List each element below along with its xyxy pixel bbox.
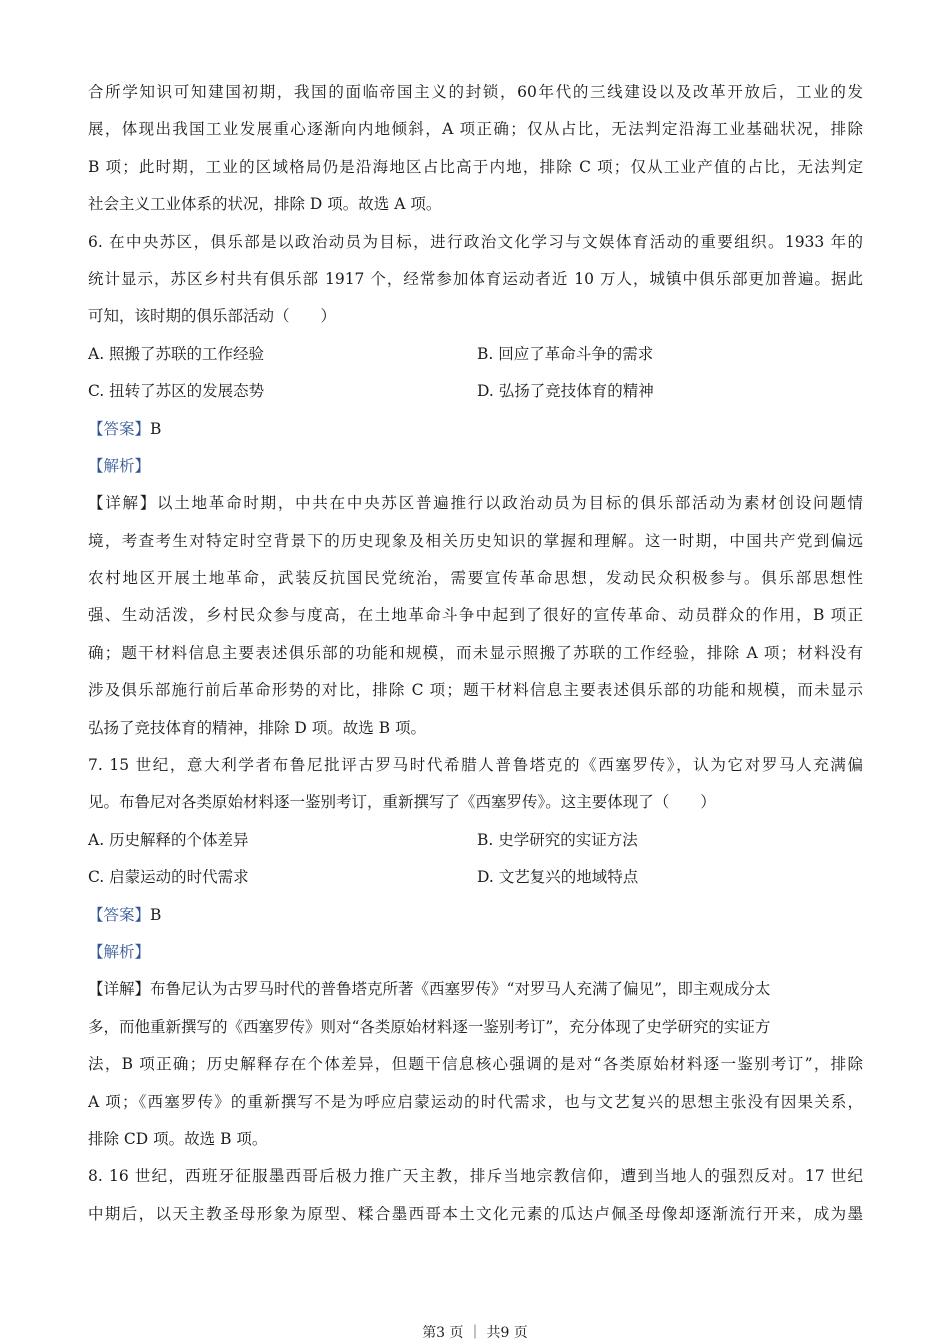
option-b: B. 回应了革命斗争的需求 bbox=[477, 344, 654, 363]
question-stem-line: 可知，该时期的俱乐部活动（ ） bbox=[88, 307, 337, 326]
options-row bbox=[88, 373, 863, 410]
options-row bbox=[88, 822, 863, 859]
question-6 bbox=[88, 224, 863, 747]
detail-line: 境，考查考生对特定时空背景下的历史现象及相关历史知识的掌握和理解。这一时期，中国共产党到偏远 bbox=[88, 531, 863, 550]
analysis-tag: 【解析】 bbox=[88, 456, 151, 475]
question-stem-line: 见。布鲁尼对各类原始材料逐一鉴别考订，重新撰写了《西塞罗传》。这主要体现了（ ） bbox=[88, 793, 716, 812]
question-7 bbox=[88, 747, 863, 1158]
option-c: C. 扭转了苏区的发展态势 bbox=[88, 382, 265, 401]
detail-line: 法，B 项正确；历史解释存在个体差异，但题干信息核心强调的是对“各类原始材料逐一鉴别考订”，排除 bbox=[88, 1055, 863, 1074]
detail-line: 多，而他重新撰写的《西塞罗传》则对“各类原始材料逐一鉴别考订”，充分体现了史学研究的实证方 bbox=[88, 1017, 771, 1036]
option-d: D. 弘扬了竞技体育的精神 bbox=[477, 382, 654, 401]
detail-text: 以土地革命时期，中共在中央苏区普遍推行以政治动员为目标的俱乐部活动为素材创设问题情 bbox=[157, 494, 863, 513]
option-b: B. 史学研究的实证方法 bbox=[477, 830, 638, 849]
question-stem-line: 6. 在中央苏区，俱乐部是以政治动员为目标，进行政治文化学习与文娱体育活动的重要组织。1933 年的 bbox=[88, 232, 863, 251]
analysis-line bbox=[88, 934, 863, 971]
option-c: C. 启蒙运动的时代需求 bbox=[88, 868, 249, 887]
detail-line: 农村地区开展土地革命，武装反抗国民党统治，需要宣传革命思想，发动民众积极参与。俱乐部思想性 bbox=[88, 569, 863, 588]
detail-line: A 项；《西塞罗传》的重新撰写不是为呼应启蒙运动的时代需求，也与文艺复兴的思想主张没有因果关系， bbox=[88, 1092, 863, 1111]
option-a: A. 照搬了苏联的工作经验 bbox=[88, 344, 265, 363]
question-stem-line: 7. 15 世纪，意大利学者布鲁尼批评古罗马时代希腊人普鲁塔克的《西塞罗传》，认为它对罗马人充满偏 bbox=[88, 756, 863, 775]
question-8 bbox=[88, 1158, 863, 1233]
analysis-line bbox=[88, 448, 863, 485]
detail-tag: 【详解】 bbox=[88, 494, 158, 513]
options-row bbox=[88, 859, 863, 896]
intro-paragraph bbox=[88, 74, 863, 224]
detail-line: 确；题干材料信息主要表述俱乐部的功能和规模，而未显示照搬了苏联的工作经验，排除 A 项；材料没有 bbox=[88, 643, 863, 662]
detail-line: 涉及俱乐部施行前后革命形势的对比，排除 C 项；题干材料信息主要表述俱乐部的功能和规模，而未显示 bbox=[88, 681, 863, 700]
detail-text: 布鲁尼认为古罗马时代的普鲁塔克所著《西塞罗传》“对罗马人充满了偏见”，即主观成分太 bbox=[150, 980, 771, 999]
detail-tag: 【详解】 bbox=[88, 980, 151, 999]
option-a: A. 历史解释的个体差异 bbox=[88, 830, 249, 849]
question-stem-line: 8. 16 世纪，西班牙征服墨西哥后极力推广天主教，排斥当地宗教信仰，遭到当地人的强烈反对。17 世纪 bbox=[88, 1167, 863, 1186]
question-stem-line: 统计显示，苏区乡村共有俱乐部 1917 个，经常参加体育运动者近 10 万人，城镇中俱乐部更加普遍。据此 bbox=[88, 269, 863, 288]
intro-line: 展，体现出我国工业发展重心逐渐向内地倾斜，A 项正确；仅从占比，无法判定沿海工业基础状况，排除 bbox=[88, 120, 863, 139]
intro-line: B 项；此时期，工业的区域格局仍是沿海地区占比高于内地，排除 C 项；仅从工业产值的占比，无法判定 bbox=[88, 157, 863, 176]
detail-line: 弘扬了竞技体育的精神，排除 D 项。故选 B 项。 bbox=[88, 718, 427, 737]
option-d: D. 文艺复兴的地域特点 bbox=[477, 868, 639, 887]
answer-value: B bbox=[150, 419, 162, 438]
intro-line: 合所学知识可知建国初期，我国的面临帝国主义的封锁，60年代的三线建设以及改革开放后，工业的发 bbox=[88, 83, 863, 101]
detail-line: 强、生动活泼，乡村民众参与度高，在土地革命斗争中起到了很好的宣传革命、动员群众的作用，B 项正 bbox=[88, 606, 863, 625]
answer-line bbox=[88, 897, 863, 934]
answer-tag: 【答案】 bbox=[88, 419, 151, 438]
question-stem-line: 中期后，以天主教圣母形象为原型、糅合墨西哥本土文化元素的瓜达卢佩圣母像却逐渐流行开来，成为墨 bbox=[88, 1204, 863, 1223]
detail-line: 排除 CD 项。故选 B 项。 bbox=[88, 1129, 268, 1148]
options-row bbox=[88, 336, 863, 373]
answer-tag: 【答案】 bbox=[88, 905, 151, 924]
detail-line bbox=[88, 485, 863, 522]
answer-line bbox=[88, 411, 863, 448]
answer-value: B bbox=[150, 905, 162, 924]
analysis-tag: 【解析】 bbox=[88, 942, 151, 961]
detail-line bbox=[88, 971, 863, 1008]
intro-line: 社会主义工业体系的状况，排除 D 项。故选 A 项。 bbox=[88, 195, 442, 214]
page-footer: 第3 页 ｜ 共9 页 bbox=[422, 1325, 528, 1341]
document-body bbox=[88, 74, 863, 1233]
